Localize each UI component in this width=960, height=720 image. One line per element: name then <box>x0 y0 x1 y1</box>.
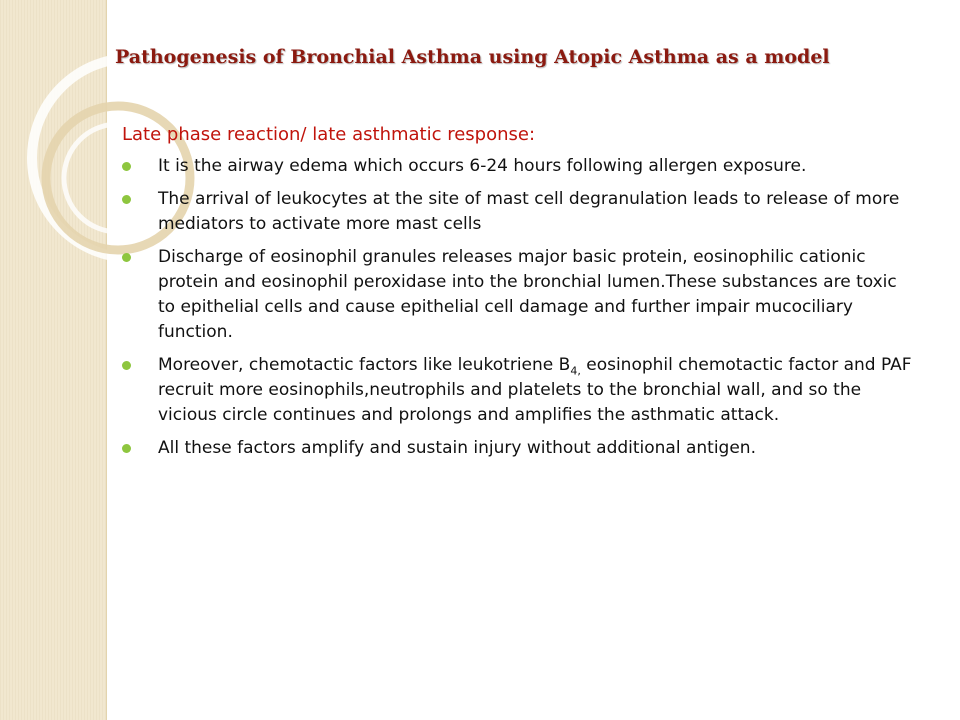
bullet-text: It is the airway edema which occurs 6-24 hours following allergen exposure. <box>158 156 807 176</box>
bullet-dot-icon <box>122 253 131 262</box>
bullet-item <box>122 436 912 461</box>
subscript: 4, <box>570 364 581 378</box>
bullet-list <box>122 154 912 461</box>
bullet-dot-icon <box>122 162 131 171</box>
slide-title: Pathogenesis of Bronchial Asthma using Atopic Asthma as a model <box>115 46 830 68</box>
bullet-text: All these factors amplify and sustain injury without additional antigen. <box>158 438 756 458</box>
bullet-dot-icon <box>122 195 131 204</box>
bullet-item <box>122 187 912 237</box>
bullet-text-before: Moreover, chemotactic factors like leukotriene B <box>158 355 571 375</box>
bullet-item <box>122 353 912 428</box>
bullet-item <box>122 154 912 179</box>
bullet-text: The arrival of leukocytes at the site of mast cell degranulation leads to release of more mediators to activate more mast cells <box>158 189 900 234</box>
bullet-dot-icon <box>122 444 131 453</box>
bullet-dot-icon <box>122 361 131 370</box>
side-panel <box>0 0 107 720</box>
slide-content <box>122 124 912 469</box>
bullet-text-after: eosinophil chemotactic factor and PAF recruit more eosinophils,neutrophils and platelets to the bronchial wall, and so the vicious circle continues and prolongs and amplifies the asthmatic attack. <box>158 355 912 425</box>
bullet-text: Discharge of eosinophil granules releases major basic protein, eosinophilic cationic protein and eosinophil peroxidase into the bronchial lumen.These substances are toxic to epithelial cells and cause epithelial cell damage and further impair mucociliary function. <box>158 247 897 342</box>
bullet-item <box>122 245 912 345</box>
slide-subtitle: Late phase reaction/ late asthmatic response: <box>122 124 536 145</box>
